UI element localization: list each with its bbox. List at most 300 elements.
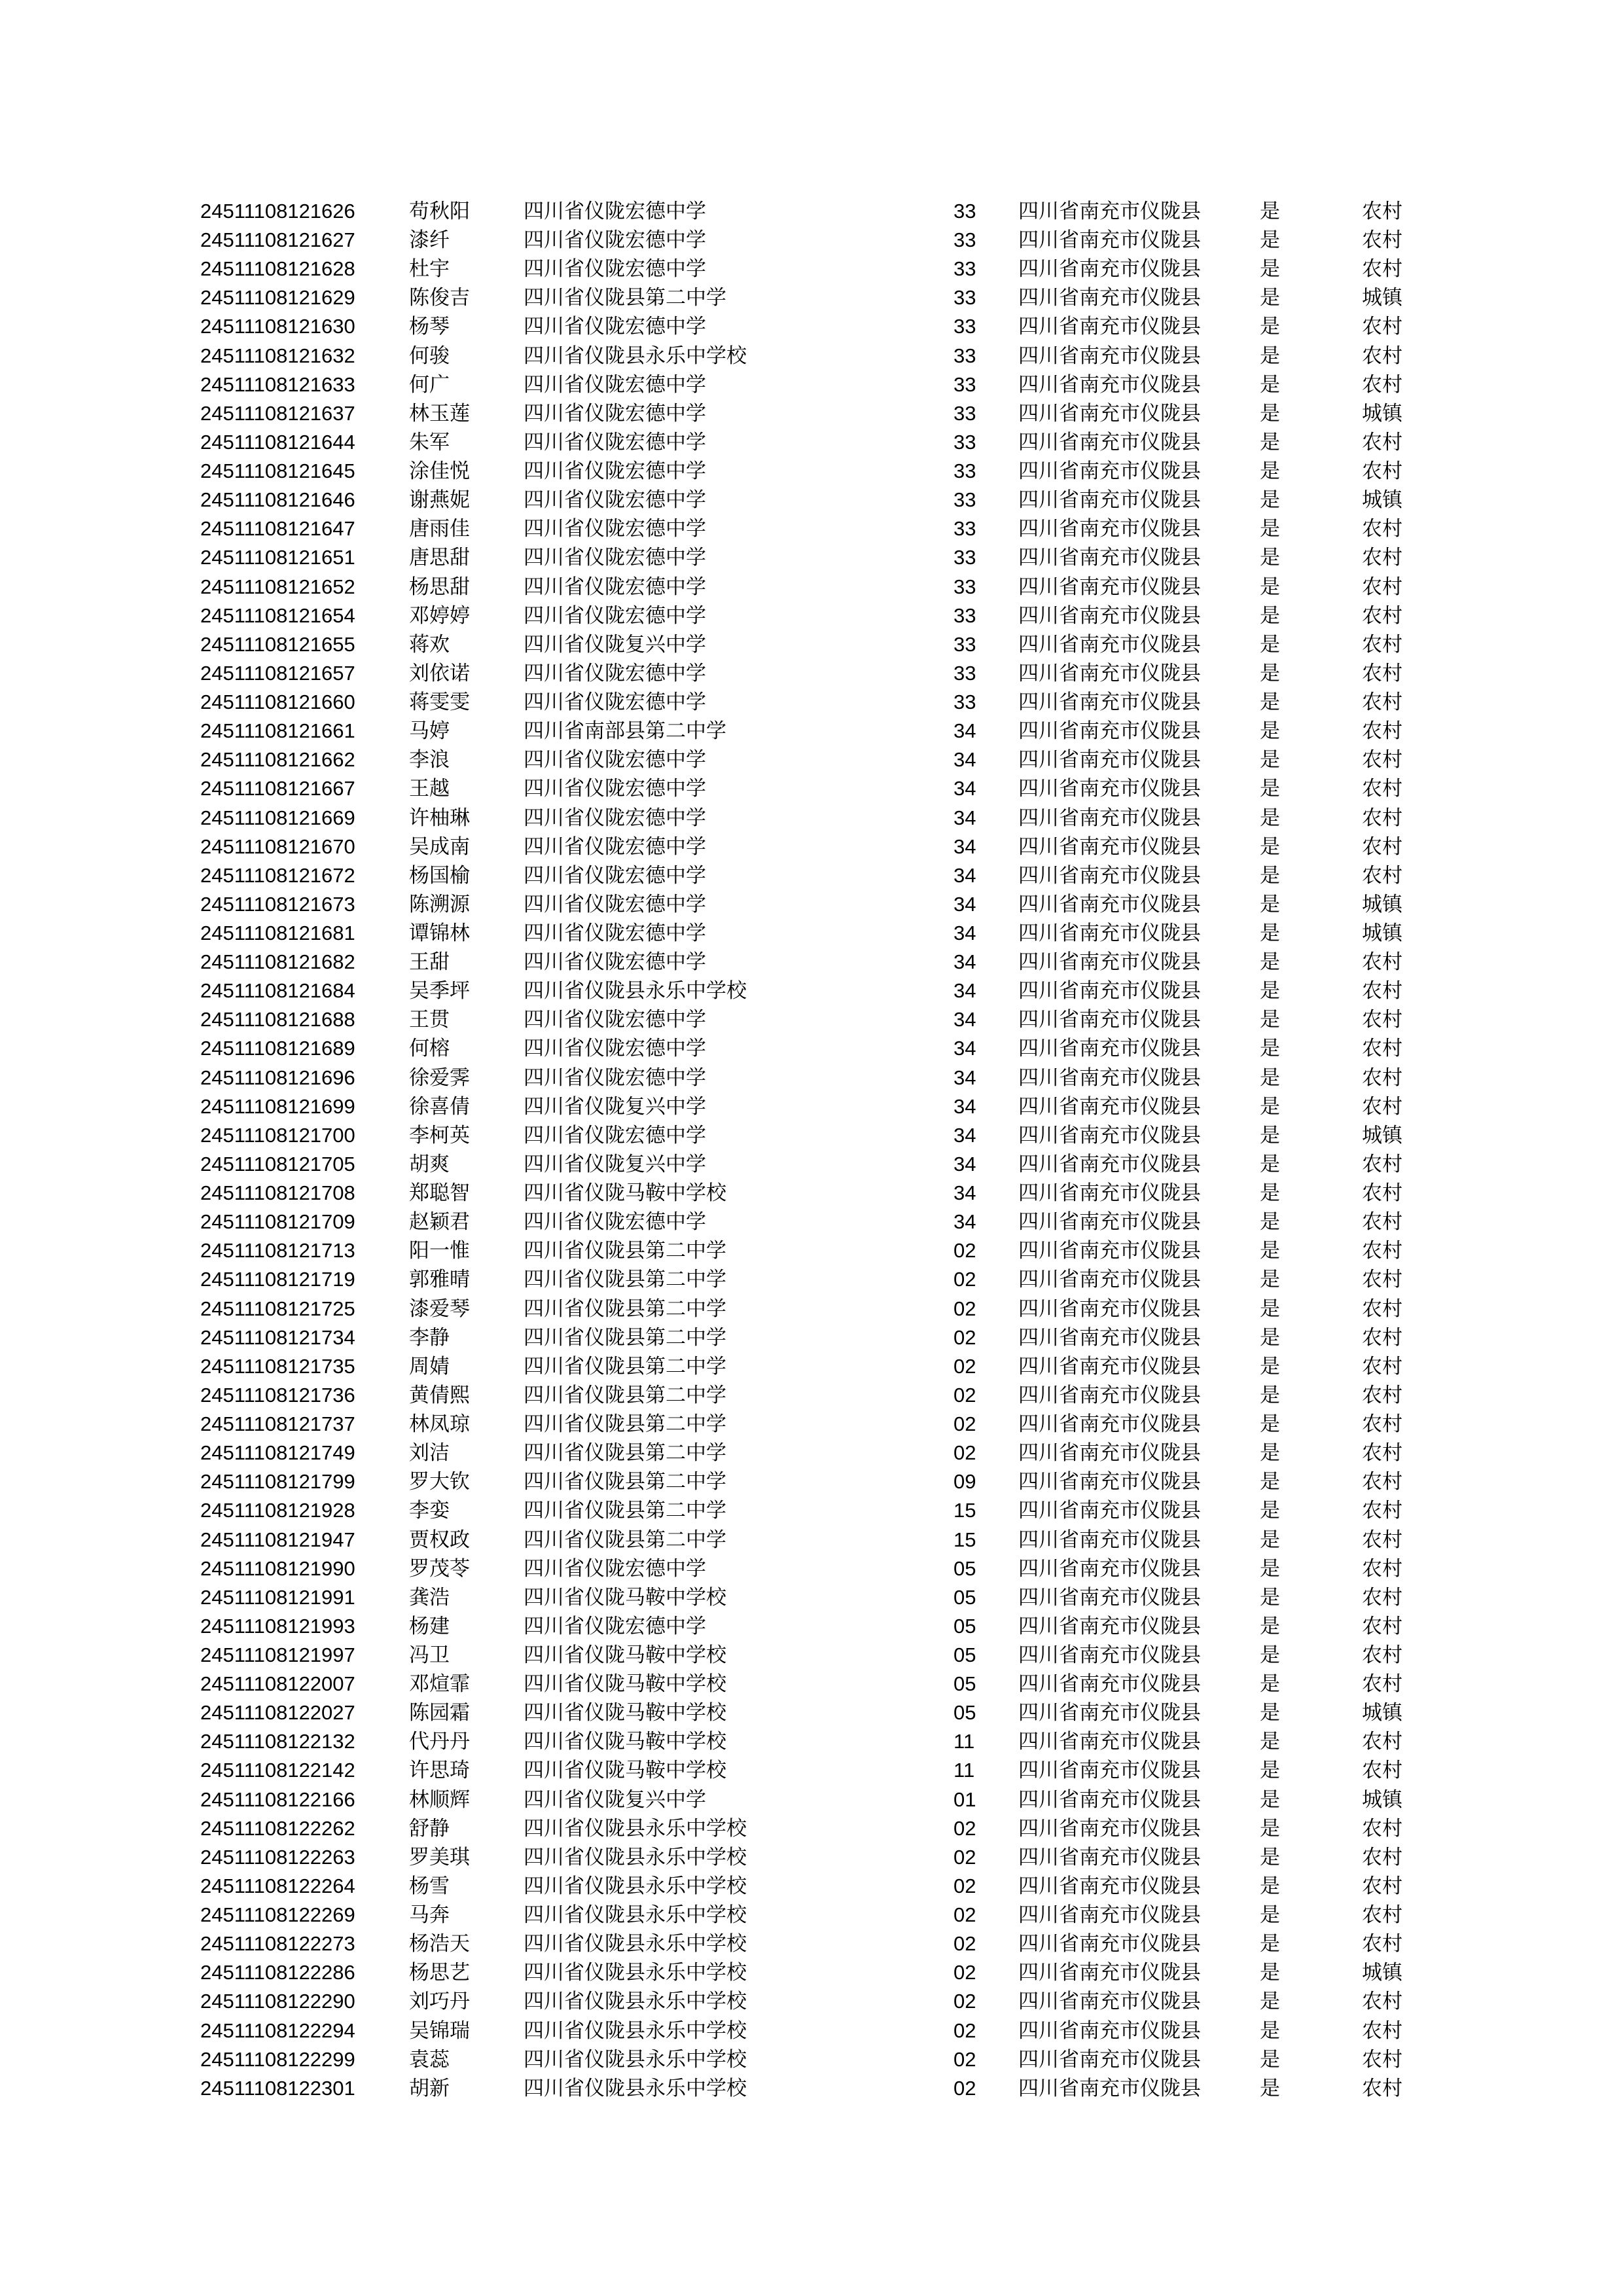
school-cell: 四川省仪陇马鞍中学校 bbox=[524, 1643, 726, 1667]
exam-id-cell: 24511108121700 bbox=[200, 1124, 355, 1147]
code-cell: 15 bbox=[954, 1499, 976, 1522]
name-cell: 黄倩熙 bbox=[409, 1384, 470, 1407]
area-type-cell: 农村 bbox=[1362, 315, 1402, 338]
flag-cell: 是 bbox=[1260, 488, 1280, 512]
name-cell: 冯卫 bbox=[409, 1643, 450, 1667]
school-cell: 四川省仪陇宏德中学 bbox=[524, 402, 706, 425]
school-cell: 四川省仪陇宏德中学 bbox=[524, 315, 706, 338]
flag-cell: 是 bbox=[1260, 1008, 1280, 1031]
code-cell: 11 bbox=[954, 1759, 975, 1782]
exam-id-cell: 24511108122290 bbox=[200, 1990, 355, 2013]
name-cell: 罗大钦 bbox=[409, 1470, 470, 1494]
exam-id-cell: 24511108121709 bbox=[200, 1210, 355, 1233]
region-cell: 四川省南充市仪陇县 bbox=[1018, 546, 1201, 569]
name-cell: 唐思甜 bbox=[409, 546, 470, 569]
name-cell: 罗茂苓 bbox=[409, 1557, 470, 1581]
code-cell: 01 bbox=[954, 1788, 976, 1811]
flag-cell: 是 bbox=[1260, 1643, 1280, 1667]
code-cell: 34 bbox=[954, 1066, 976, 1089]
school-cell: 四川省仪陇宏德中学 bbox=[524, 950, 706, 974]
code-cell: 02 bbox=[954, 2077, 976, 2100]
area-type-cell: 农村 bbox=[1362, 1730, 1402, 1753]
school-cell: 四川省仪陇县永乐中学校 bbox=[524, 1817, 747, 1840]
name-cell: 许柚琳 bbox=[409, 806, 470, 830]
exam-id-cell: 24511108121630 bbox=[200, 315, 355, 338]
code-cell: 34 bbox=[954, 1124, 976, 1147]
region-cell: 四川省南充市仪陇县 bbox=[1018, 1730, 1201, 1753]
school-cell: 四川省南部县第二中学 bbox=[524, 719, 726, 743]
code-cell: 33 bbox=[954, 200, 976, 223]
name-cell: 马奔 bbox=[409, 1903, 450, 1927]
area-type-cell: 农村 bbox=[1362, 257, 1402, 281]
school-cell: 四川省仪陇复兴中学 bbox=[524, 633, 706, 656]
area-type-cell: 农村 bbox=[1362, 1990, 1402, 2013]
exam-id-cell: 24511108121647 bbox=[200, 517, 355, 540]
table-row bbox=[0, 1121, 1623, 1150]
flag-cell: 是 bbox=[1260, 1615, 1280, 1638]
flag-cell: 是 bbox=[1260, 1701, 1280, 1725]
code-cell: 34 bbox=[954, 979, 976, 1002]
exam-id-cell: 24511108121990 bbox=[200, 1557, 355, 1580]
code-cell: 33 bbox=[954, 373, 976, 396]
area-type-cell: 农村 bbox=[1362, 1441, 1402, 1465]
school-cell: 四川省仪陇马鞍中学校 bbox=[524, 1730, 726, 1753]
school-cell: 四川省仪陇宏德中学 bbox=[524, 748, 706, 772]
region-cell: 四川省南充市仪陇县 bbox=[1018, 575, 1201, 599]
flag-cell: 是 bbox=[1260, 1730, 1280, 1753]
name-cell: 刘巧丹 bbox=[409, 1990, 470, 2013]
area-type-cell: 农村 bbox=[1362, 1846, 1402, 1869]
school-cell: 四川省仪陇复兴中学 bbox=[524, 1788, 706, 1812]
table-row bbox=[0, 428, 1623, 457]
area-type-cell: 农村 bbox=[1362, 1903, 1402, 1927]
table-row bbox=[0, 1872, 1623, 1901]
school-cell: 四川省仪陇宏德中学 bbox=[524, 691, 706, 714]
code-cell: 33 bbox=[954, 633, 976, 656]
flag-cell: 是 bbox=[1260, 1412, 1280, 1436]
school-cell: 四川省仪陇宏德中学 bbox=[524, 257, 706, 281]
table-row bbox=[0, 197, 1623, 226]
code-cell: 02 bbox=[954, 1239, 976, 1262]
region-cell: 四川省南充市仪陇县 bbox=[1018, 1932, 1201, 1956]
region-cell: 四川省南充市仪陇县 bbox=[1018, 1181, 1201, 1205]
area-type-cell: 农村 bbox=[1362, 1412, 1402, 1436]
name-cell: 代丹丹 bbox=[409, 1730, 470, 1753]
table-row bbox=[0, 457, 1623, 486]
name-cell: 龚浩 bbox=[409, 1586, 450, 1609]
flag-cell: 是 bbox=[1260, 1499, 1280, 1522]
code-cell: 33 bbox=[954, 344, 976, 367]
exam-id-cell: 24511108122286 bbox=[200, 1961, 355, 1984]
school-cell: 四川省仪陇县永乐中学校 bbox=[524, 344, 747, 368]
flag-cell: 是 bbox=[1260, 1441, 1280, 1465]
table-row bbox=[0, 688, 1623, 717]
region-cell: 四川省南充市仪陇县 bbox=[1018, 1903, 1201, 1927]
region-cell: 四川省南充市仪陇县 bbox=[1018, 1326, 1201, 1350]
name-cell: 陈园霜 bbox=[409, 1701, 470, 1725]
school-cell: 四川省仪陇马鞍中学校 bbox=[524, 1586, 726, 1609]
region-cell: 四川省南充市仪陇县 bbox=[1018, 864, 1201, 888]
code-cell: 34 bbox=[954, 1037, 976, 1060]
exam-id-cell: 24511108121626 bbox=[200, 200, 355, 223]
name-cell: 何榕 bbox=[409, 1037, 450, 1060]
table-row bbox=[0, 1150, 1623, 1179]
table-row bbox=[0, 1323, 1623, 1352]
area-type-cell: 农村 bbox=[1362, 1759, 1402, 1782]
school-cell: 四川省仪陇宏德中学 bbox=[524, 806, 706, 830]
exam-id-cell: 24511108121632 bbox=[200, 344, 355, 367]
flag-cell: 是 bbox=[1260, 1384, 1280, 1407]
exam-id-cell: 24511108121993 bbox=[200, 1615, 355, 1638]
region-cell: 四川省南充市仪陇县 bbox=[1018, 1586, 1201, 1609]
name-cell: 蒋雯雯 bbox=[409, 691, 470, 714]
exam-id-cell: 24511108121655 bbox=[200, 633, 355, 656]
area-type-cell: 农村 bbox=[1362, 777, 1402, 800]
school-cell: 四川省仪陇宏德中学 bbox=[524, 488, 706, 512]
school-cell: 四川省仪陇县永乐中学校 bbox=[524, 1846, 747, 1869]
area-type-cell: 农村 bbox=[1362, 1932, 1402, 1956]
school-cell: 四川省仪陇县第二中学 bbox=[524, 1297, 726, 1321]
code-cell: 34 bbox=[954, 922, 976, 944]
table-row bbox=[0, 1843, 1623, 1872]
area-type-cell: 农村 bbox=[1362, 1297, 1402, 1321]
flag-cell: 是 bbox=[1260, 1066, 1280, 1090]
code-cell: 05 bbox=[954, 1672, 976, 1695]
school-cell: 四川省仪陇县永乐中学校 bbox=[524, 979, 747, 1003]
area-type-cell: 农村 bbox=[1362, 344, 1402, 368]
area-type-cell: 农村 bbox=[1362, 1528, 1402, 1552]
exam-id-cell: 24511108121644 bbox=[200, 431, 355, 454]
flag-cell: 是 bbox=[1260, 1037, 1280, 1060]
table-row bbox=[0, 1526, 1623, 1554]
code-cell: 02 bbox=[954, 1297, 976, 1320]
code-cell: 34 bbox=[954, 864, 976, 887]
table-row bbox=[0, 255, 1623, 283]
code-cell: 02 bbox=[954, 1961, 976, 1984]
flag-cell: 是 bbox=[1260, 1672, 1280, 1696]
exam-id-cell: 24511108121928 bbox=[200, 1499, 355, 1522]
exam-id-cell: 24511108121637 bbox=[200, 402, 355, 425]
name-cell: 郭雅晴 bbox=[409, 1268, 470, 1291]
school-cell: 四川省仪陇县第二中学 bbox=[524, 1355, 726, 1378]
school-cell: 四川省仪陇县第二中学 bbox=[524, 286, 726, 310]
region-cell: 四川省南充市仪陇县 bbox=[1018, 459, 1201, 483]
name-cell: 王贯 bbox=[409, 1008, 450, 1031]
table-row bbox=[0, 833, 1623, 861]
area-type-cell: 农村 bbox=[1362, 1499, 1402, 1522]
code-cell: 34 bbox=[954, 1210, 976, 1233]
exam-id-cell: 24511108121645 bbox=[200, 459, 355, 482]
school-cell: 四川省仪陇县第二中学 bbox=[524, 1470, 726, 1494]
name-cell: 谭锦林 bbox=[409, 922, 470, 945]
table-row bbox=[0, 2017, 1623, 2045]
area-type-cell: 城镇 bbox=[1362, 893, 1402, 916]
area-type-cell: 农村 bbox=[1362, 1470, 1402, 1494]
exam-id-cell: 24511108121705 bbox=[200, 1153, 355, 1175]
flag-cell: 是 bbox=[1260, 979, 1280, 1003]
table-row bbox=[0, 919, 1623, 948]
region-cell: 四川省南充市仪陇县 bbox=[1018, 1961, 1201, 1984]
name-cell: 蒋欢 bbox=[409, 633, 450, 656]
area-type-cell: 农村 bbox=[1362, 2019, 1402, 2043]
region-cell: 四川省南充市仪陇县 bbox=[1018, 1615, 1201, 1638]
exam-id-cell: 24511108121661 bbox=[200, 719, 355, 742]
area-type-cell: 农村 bbox=[1362, 200, 1402, 223]
code-cell: 33 bbox=[954, 691, 976, 713]
flag-cell: 是 bbox=[1260, 1846, 1280, 1869]
region-cell: 四川省南充市仪陇县 bbox=[1018, 1210, 1201, 1234]
region-cell: 四川省南充市仪陇县 bbox=[1018, 1990, 1201, 2013]
area-type-cell: 农村 bbox=[1362, 1095, 1402, 1119]
table-row bbox=[0, 543, 1623, 572]
flag-cell: 是 bbox=[1260, 864, 1280, 888]
region-cell: 四川省南充市仪陇县 bbox=[1018, 1124, 1201, 1147]
region-cell: 四川省南充市仪陇县 bbox=[1018, 431, 1201, 454]
region-cell: 四川省南充市仪陇县 bbox=[1018, 979, 1201, 1003]
name-cell: 邓婷婷 bbox=[409, 604, 470, 628]
school-cell: 四川省仪陇复兴中学 bbox=[524, 1153, 706, 1176]
table-row bbox=[0, 745, 1623, 774]
exam-id-cell: 24511108121719 bbox=[200, 1268, 355, 1291]
region-cell: 四川省南充市仪陇县 bbox=[1018, 2019, 1201, 2043]
area-type-cell: 农村 bbox=[1362, 719, 1402, 743]
code-cell: 34 bbox=[954, 1095, 976, 1118]
area-type-cell: 农村 bbox=[1362, 1586, 1402, 1609]
flag-cell: 是 bbox=[1260, 1759, 1280, 1782]
flag-cell: 是 bbox=[1260, 1095, 1280, 1119]
table-row bbox=[0, 1814, 1623, 1843]
code-cell: 02 bbox=[954, 1412, 976, 1435]
region-cell: 四川省南充市仪陇县 bbox=[1018, 1846, 1201, 1869]
table-row bbox=[0, 1987, 1623, 2016]
name-cell: 杨国榆 bbox=[409, 864, 470, 888]
school-cell: 四川省仪陇县第二中学 bbox=[524, 1326, 726, 1350]
code-cell: 34 bbox=[954, 950, 976, 973]
area-type-cell: 农村 bbox=[1362, 1384, 1402, 1407]
name-cell: 徐爱霁 bbox=[409, 1066, 470, 1090]
region-cell: 四川省南充市仪陇县 bbox=[1018, 344, 1201, 368]
school-cell: 四川省仪陇宏德中学 bbox=[524, 1008, 706, 1031]
school-cell: 四川省仪陇宏德中学 bbox=[524, 1210, 706, 1234]
name-cell: 李静 bbox=[409, 1326, 450, 1350]
region-cell: 四川省南充市仪陇县 bbox=[1018, 2077, 1201, 2100]
flag-cell: 是 bbox=[1260, 200, 1280, 223]
exam-id-cell: 24511108121749 bbox=[200, 1441, 355, 1464]
flag-cell: 是 bbox=[1260, 835, 1280, 859]
table-row bbox=[0, 342, 1623, 370]
table-row bbox=[0, 1236, 1623, 1265]
name-cell: 阳一惟 bbox=[409, 1239, 470, 1263]
area-type-cell: 城镇 bbox=[1362, 402, 1402, 425]
exam-id-cell: 24511108121696 bbox=[200, 1066, 355, 1089]
name-cell: 杨浩天 bbox=[409, 1932, 470, 1956]
code-cell: 05 bbox=[954, 1701, 976, 1724]
region-cell: 四川省南充市仪陇县 bbox=[1018, 1528, 1201, 1552]
exam-id-cell: 24511108121737 bbox=[200, 1412, 355, 1435]
code-cell: 34 bbox=[954, 719, 976, 742]
exam-id-cell: 24511108121689 bbox=[200, 1037, 355, 1060]
exam-id-cell: 24511108121682 bbox=[200, 950, 355, 973]
code-cell: 09 bbox=[954, 1470, 976, 1493]
flag-cell: 是 bbox=[1260, 1239, 1280, 1263]
flag-cell: 是 bbox=[1260, 1153, 1280, 1176]
table-row bbox=[0, 2074, 1623, 2103]
name-cell: 涂佳悦 bbox=[409, 459, 470, 483]
name-cell: 杜宇 bbox=[409, 257, 450, 281]
name-cell: 李柯英 bbox=[409, 1124, 470, 1147]
region-cell: 四川省南充市仪陇县 bbox=[1018, 1008, 1201, 1031]
flag-cell: 是 bbox=[1260, 1268, 1280, 1291]
school-cell: 四川省仪陇马鞍中学校 bbox=[524, 1701, 726, 1725]
area-type-cell: 农村 bbox=[1362, 1181, 1402, 1205]
school-cell: 四川省仪陇宏德中学 bbox=[524, 893, 706, 916]
name-cell: 周婧 bbox=[409, 1355, 450, 1378]
area-type-cell: 农村 bbox=[1362, 517, 1402, 541]
exam-id-cell: 24511108121629 bbox=[200, 286, 355, 309]
exam-id-cell: 24511108122166 bbox=[200, 1788, 355, 1811]
exam-id-cell: 24511108121667 bbox=[200, 777, 355, 800]
region-cell: 四川省南充市仪陇县 bbox=[1018, 2048, 1201, 2072]
code-cell: 34 bbox=[954, 1153, 976, 1175]
area-type-cell: 农村 bbox=[1362, 1066, 1402, 1090]
exam-id-cell: 24511108122273 bbox=[200, 1932, 355, 1955]
exam-id-cell: 24511108121633 bbox=[200, 373, 355, 396]
table-row bbox=[0, 283, 1623, 312]
flag-cell: 是 bbox=[1260, 691, 1280, 714]
code-cell: 33 bbox=[954, 662, 976, 685]
area-type-cell: 农村 bbox=[1362, 950, 1402, 974]
flag-cell: 是 bbox=[1260, 1788, 1280, 1812]
code-cell: 02 bbox=[954, 1441, 976, 1464]
name-cell: 吴成南 bbox=[409, 835, 470, 859]
region-cell: 四川省南充市仪陇县 bbox=[1018, 1499, 1201, 1522]
code-cell: 34 bbox=[954, 1181, 976, 1204]
name-cell: 陈溯源 bbox=[409, 893, 470, 916]
area-type-cell: 城镇 bbox=[1362, 1701, 1402, 1725]
table-row bbox=[0, 948, 1623, 977]
name-cell: 林顺辉 bbox=[409, 1788, 470, 1812]
table-row bbox=[0, 601, 1623, 630]
table-row bbox=[0, 1670, 1623, 1698]
code-cell: 05 bbox=[954, 1557, 976, 1580]
code-cell: 05 bbox=[954, 1615, 976, 1638]
code-cell: 02 bbox=[954, 1846, 976, 1869]
region-cell: 四川省南充市仪陇县 bbox=[1018, 691, 1201, 714]
flag-cell: 是 bbox=[1260, 228, 1280, 252]
flag-cell: 是 bbox=[1260, 777, 1280, 800]
flag-cell: 是 bbox=[1260, 748, 1280, 772]
region-cell: 四川省南充市仪陇县 bbox=[1018, 257, 1201, 281]
name-cell: 刘依诺 bbox=[409, 662, 470, 685]
name-cell: 谢燕妮 bbox=[409, 488, 470, 512]
table-row bbox=[0, 370, 1623, 399]
code-cell: 02 bbox=[954, 2048, 976, 2071]
school-cell: 四川省仪陇县第二中学 bbox=[524, 1239, 726, 1263]
table-row bbox=[0, 1496, 1623, 1525]
area-type-cell: 农村 bbox=[1362, 748, 1402, 772]
name-cell: 徐喜倩 bbox=[409, 1095, 470, 1119]
code-cell: 02 bbox=[954, 1932, 976, 1955]
exam-id-cell: 24511108121651 bbox=[200, 546, 355, 569]
table-row bbox=[0, 774, 1623, 803]
school-cell: 四川省仪陇宏德中学 bbox=[524, 662, 706, 685]
flag-cell: 是 bbox=[1260, 1355, 1280, 1378]
table-row bbox=[0, 226, 1623, 255]
region-cell: 四川省南充市仪陇县 bbox=[1018, 1788, 1201, 1812]
table-row bbox=[0, 1092, 1623, 1121]
flag-cell: 是 bbox=[1260, 1990, 1280, 2013]
area-type-cell: 城镇 bbox=[1362, 1788, 1402, 1812]
code-cell: 33 bbox=[954, 402, 976, 425]
school-cell: 四川省仪陇马鞍中学校 bbox=[524, 1759, 726, 1782]
name-cell: 杨雪 bbox=[409, 1874, 450, 1898]
name-cell: 胡爽 bbox=[409, 1153, 450, 1176]
school-cell: 四川省仪陇县永乐中学校 bbox=[524, 2077, 747, 2100]
code-cell: 33 bbox=[954, 488, 976, 511]
exam-id-cell: 24511108121997 bbox=[200, 1643, 355, 1666]
name-cell: 王甜 bbox=[409, 950, 450, 974]
flag-cell: 是 bbox=[1260, 604, 1280, 628]
exam-id-cell: 24511108121662 bbox=[200, 748, 355, 771]
flag-cell: 是 bbox=[1260, 1326, 1280, 1350]
region-cell: 四川省南充市仪陇县 bbox=[1018, 1066, 1201, 1090]
school-cell: 四川省仪陇马鞍中学校 bbox=[524, 1672, 726, 1696]
flag-cell: 是 bbox=[1260, 2019, 1280, 2043]
flag-cell: 是 bbox=[1260, 2048, 1280, 2072]
flag-cell: 是 bbox=[1260, 373, 1280, 397]
code-cell: 33 bbox=[954, 228, 976, 251]
code-cell: 15 bbox=[954, 1528, 976, 1551]
area-type-cell: 农村 bbox=[1362, 431, 1402, 454]
region-cell: 四川省南充市仪陇县 bbox=[1018, 1037, 1201, 1060]
table-row bbox=[0, 1958, 1623, 1987]
region-cell: 四川省南充市仪陇县 bbox=[1018, 1672, 1201, 1696]
exam-id-cell: 24511108121699 bbox=[200, 1095, 355, 1118]
code-cell: 33 bbox=[954, 604, 976, 627]
region-cell: 四川省南充市仪陇县 bbox=[1018, 1470, 1201, 1494]
area-type-cell: 农村 bbox=[1362, 633, 1402, 656]
code-cell: 34 bbox=[954, 1008, 976, 1031]
school-cell: 四川省仪陇县第二中学 bbox=[524, 1412, 726, 1436]
code-cell: 05 bbox=[954, 1586, 976, 1609]
flag-cell: 是 bbox=[1260, 806, 1280, 830]
name-cell: 赵颖君 bbox=[409, 1210, 470, 1234]
region-cell: 四川省南充市仪陇县 bbox=[1018, 1384, 1201, 1407]
exam-id-cell: 24511108121688 bbox=[200, 1008, 355, 1031]
table-row bbox=[0, 486, 1623, 514]
table-row bbox=[0, 1756, 1623, 1785]
table-row bbox=[0, 514, 1623, 543]
name-cell: 杨琴 bbox=[409, 315, 450, 338]
name-cell: 朱军 bbox=[409, 431, 450, 454]
exam-id-cell: 24511108121646 bbox=[200, 488, 355, 511]
exam-id-cell: 24511108121681 bbox=[200, 922, 355, 944]
region-cell: 四川省南充市仪陇县 bbox=[1018, 517, 1201, 541]
school-cell: 四川省仪陇宏德中学 bbox=[524, 1557, 706, 1581]
area-type-cell: 城镇 bbox=[1362, 1124, 1402, 1147]
area-type-cell: 农村 bbox=[1362, 1817, 1402, 1840]
name-cell: 漆纤 bbox=[409, 228, 450, 252]
code-cell: 02 bbox=[954, 1990, 976, 2013]
code-cell: 33 bbox=[954, 575, 976, 598]
exam-id-cell: 24511108122027 bbox=[200, 1701, 355, 1724]
region-cell: 四川省南充市仪陇县 bbox=[1018, 1355, 1201, 1378]
name-cell: 李娈 bbox=[409, 1499, 450, 1522]
area-type-cell: 农村 bbox=[1362, 228, 1402, 252]
exam-id-cell: 24511108122142 bbox=[200, 1759, 355, 1782]
region-cell: 四川省南充市仪陇县 bbox=[1018, 777, 1201, 800]
flag-cell: 是 bbox=[1260, 1124, 1280, 1147]
